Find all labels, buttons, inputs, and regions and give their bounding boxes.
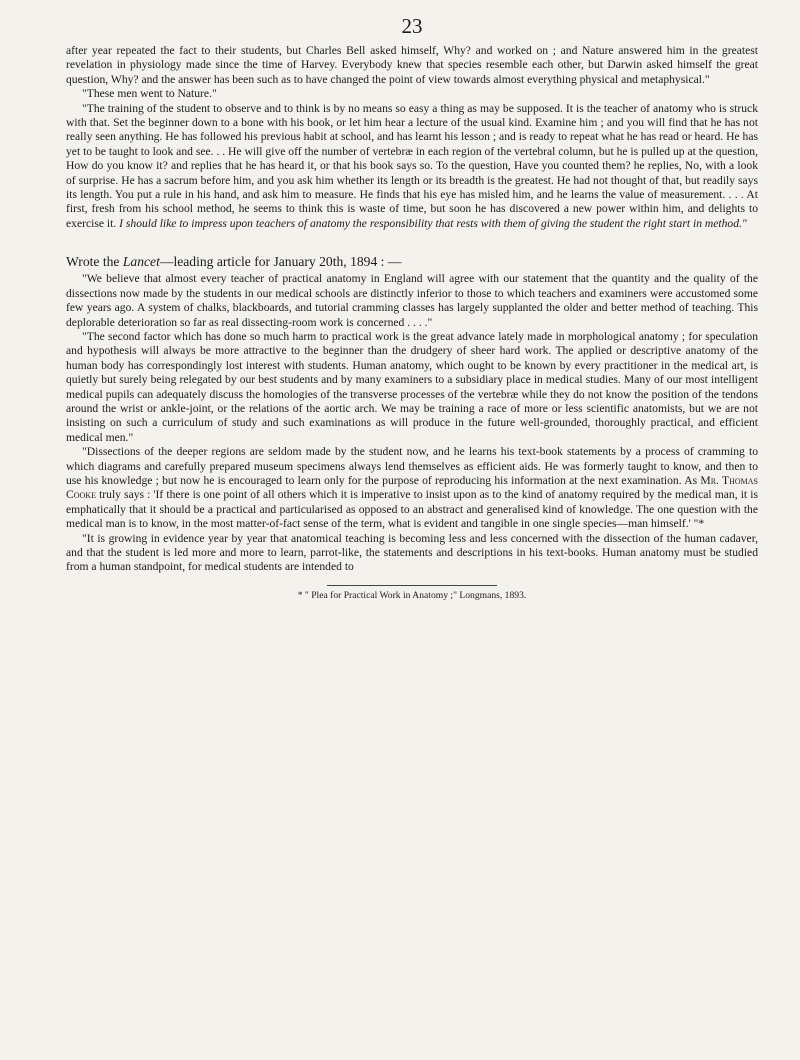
paragraph-training-student: [66, 102, 758, 232]
heading-lancet: Lancet: [122, 254, 160, 270]
paragraph-bell-darwin: after year repeated the fact to their students, but Charles Bell asked himself, Why? and worked on ; and Nature answered him in the greatest revelation in physiology made since the time of Harvey. Everybody knew that species resemble each other, but Darwin asked himself the great question, Why? and the answer has been such as to have changed the point of view towards almost everything physical and metaphysical.": [66, 44, 758, 86]
lancet-heading: [66, 253, 758, 270]
deeper-regions-text: "Dissections of the deeper regions are seldom made by the student now, and he learns his text-book statements by a process of cramming to which diagrams and carefully prepared museum specimens always lend themselves as efficient aids. He was formerly taught to know, and then to use his knowledge ; but now he is encouraged to learn only for the purpose of reproducing his information at the next examination. As: [66, 445, 758, 487]
footnote: * " Plea for Practical Work in Anatomy ;" Longmans, 1893.: [297, 589, 527, 601]
footnote-divider: [327, 585, 497, 586]
heading-wrote: Wrote the: [66, 254, 120, 270]
training-text: "The training of the student to observe and to think is by no means so easy a thing as may be supposed. It is the teacher of anatomy who is struck with that. Set the beginner down to a bone with his book, or let him hear a lecture of the usual kind. Examine him ; and you will find that he has not really seen anything. He has followed his previous habit at school, and has learnt his lesson ; and is ready to repeat what he has read or heard. He has yet to be taught to look and see. . . He will give off the number of vertebræ in each region of the vertebral column, but he is pulled up at the question, How do you know it? and replies that he has heard it, or that his book says so. To the question, Have you counted them? he replies, No, with a look of surprise. He has a sacrum before him, and you ask him whether its length or its breadth is the greatest. He had not thought of that, but readily says its length. You put a rule in his hand, and ask him to measure. He finds that his eye has misled him, and he learns the value of measurement. . . . At first, fresh from his school method, he seems to think this is waste of time, but soon he has discovered a new power within him, and delights to exercise it.: [66, 101, 758, 230]
heading-date: —leading article for January 20th, 1894 : —: [159, 254, 402, 270]
quote-growing-evidence: "It is growing in evidence year by year that anatomical teaching is becoming less and less concerned with the dissection of the human cadaver, and that the student is led more and more to learn, parrot-like, the statements and descriptions in his text-books. Human anatomy must be studied from a human standpoint, for medical students are intended to: [66, 531, 758, 574]
paragraph-went-to-nature: "These men went to Nature.": [82, 87, 217, 101]
italic-impress-teachers: I should like to impress upon teachers of anatomy the responsibility that rests with them of giving the student the right start in method.": [119, 216, 747, 230]
quote-dissections-inferior: "We believe that almost every teacher of practical anatomy in England will agree with our statement that the quantity and the quality of the dissections now made by the students in our medical schools are distinctly inferior to those to which teachers and examiners were accustomed some few years ago. A system of chalks, blackboards, and tutorial cramming classes has largely supplanted the older and better method of teaching. This deplorable deterioration so far as real dissecting-room work is concerned . . . .": [66, 272, 758, 329]
quote-deeper-regions: [66, 445, 758, 531]
quote-second-factor: "The second factor which has done so much harm to practical work is the great advance lately made in morphological anatomy ; for speculation and hypothesis will always be more attractive to the beginner than the drudgery of sheer hard work. The applied or descriptive anatomy of the human body has correspondingly lost interest with students. Human anatomy, which ought to be known by every practitioner in the medical art, is quietly but surely being relegated by our best students and by many examiners to a subsidiary place in medical studies. Many of our most intelligent medical pupils can adequately discuss the homologies of the transverse processes of the vertebræ while they do not know the position of the tendons around the wrist or ankle-joint, or the relations of the aortic arch. We may be training a race of more or less scientific anatomists, but we are not insisting on such a curriculum of study and such examinations as will produce in the future well-grounded, thoroughly practical, and efficient medical men.": [66, 329, 758, 444]
cooke-quote: truly says : 'If there is one point of all others which it is imperative to insist upon as to the kind of anatomy required by the medical man, it is emphatically that it should be a practical and particularised as opposed to an abstract and generalised kind of knowledge. The one question with the medical man is to know, in the most matter-of-fact sense of the term, what is evident and tangible in one single species—man himself.' "*: [66, 488, 758, 531]
page-number: 23: [401, 14, 423, 38]
author-name: Mr. Thomas Cooke: [66, 473, 758, 502]
